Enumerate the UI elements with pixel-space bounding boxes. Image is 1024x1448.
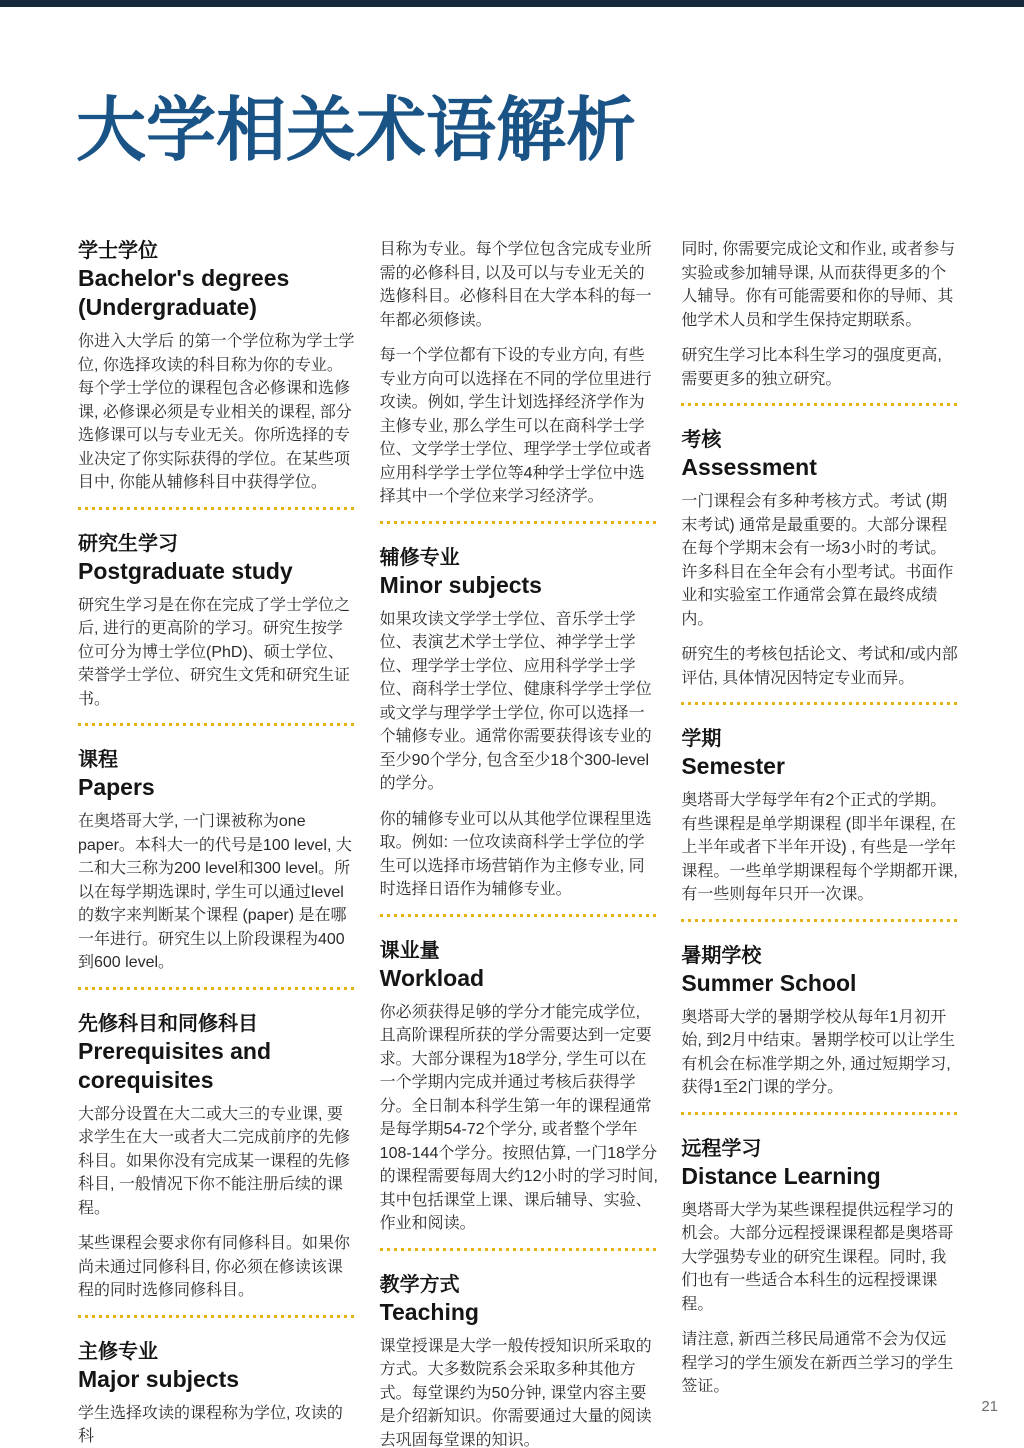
body-paragraph: 学生选择攻读的课程称为学位, 攻读的科 <box>78 1404 343 1445</box>
top-accent-bar <box>0 0 1024 7</box>
body-paragraph: 请注意, 新西兰移民局通常不会为仅远程学习的学生颁发在新西兰学习的学生签证。 <box>681 1331 954 1395</box>
section-heading-en: Bachelor's degrees (Undergraduate) <box>78 265 290 320</box>
dotted-separator <box>78 1315 357 1318</box>
section-heading <box>78 1339 357 1394</box>
body-paragraph: 你进入大学后 的第一个学位称为学士学位, 你选择攻读的科目称为你的专业。每个学士学位的课程包含必修课和选修课, 必修课必须是专业相关的课程, 部分选修课可以与专业无关。你所选择的专业决定了你实际获得的学位。在某些项目中, 你能从辅修科目中获得学位。 <box>78 333 355 491</box>
body-paragraph: 某些课程会要求你有同修科目。如果你尚未通过同修科目, 你必须在修读该课程的同时选修同修科目。 <box>78 1235 351 1299</box>
dotted-separator <box>681 403 960 406</box>
section-heading-en: Major subjects <box>78 1365 240 1392</box>
dotted-separator <box>380 1248 659 1251</box>
dotted-separator <box>380 914 659 917</box>
section-heading-cn: 学士学位 <box>78 240 158 262</box>
section-heading-cn: 研究生学习 <box>78 532 178 555</box>
page-title: 大学相关术语解析 <box>76 91 636 169</box>
dotted-separator <box>380 521 659 524</box>
section-heading-en: Summer School <box>681 969 857 996</box>
section-heading <box>78 1011 357 1095</box>
section-heading-en: Papers <box>78 774 155 800</box>
section-heading-en: Minor subjects <box>379 571 542 598</box>
section-heading-cn: 辅修专业 <box>379 546 460 569</box>
section-heading <box>380 545 659 600</box>
section-heading <box>681 726 960 781</box>
dotted-separator <box>78 987 357 990</box>
section-heading <box>681 943 960 998</box>
section-heading-cn: 课程 <box>78 749 118 771</box>
body-paragraph: 研究生的考核包括论文、考试和/或内部评估, 具体情况因特定专业而异。 <box>681 646 958 687</box>
section-heading-en: Distance Learning <box>681 1162 881 1189</box>
body-paragraph: 一门课程会有多种考核方式。考试 (期末考试) 通常是最重要的。大部分课程在每个学期末会有一场3小时的考试。许多科目在全年会有小型考试。书面作业和实验室工作通常会算在最终成绩内。 <box>681 493 954 628</box>
section-heading-cn: 远程学习 <box>681 1137 762 1160</box>
section-heading-cn: 先修科目和同修科目 <box>78 1012 258 1035</box>
section-heading <box>380 938 659 993</box>
section-heading-cn: 主修专业 <box>78 1340 158 1363</box>
section-heading <box>78 747 357 802</box>
column <box>681 238 960 1448</box>
dotted-separator <box>681 1112 960 1115</box>
body-paragraph: 研究生学习是在你在完成了学士学位之后, 进行的更高阶的学习。研究生按学位可分为博士学位(PhD)、硕士学位、荣誉学士学位、研究生文凭和研究生证书。 <box>78 596 351 708</box>
section-heading-cn: 暑期学校 <box>681 944 762 967</box>
section-heading-cn: 教学方式 <box>379 1273 460 1296</box>
section-heading-en: Workload <box>379 964 485 991</box>
section-heading-cn: 考核 <box>681 429 722 451</box>
body-paragraph: 研究生学习比本科生学习的强度更高, 需要更多的独立研究。 <box>681 347 942 388</box>
dotted-separator <box>681 702 960 705</box>
body-paragraph: 每一个学位都有下设的专业方向, 有些专业方向可以选择在不同的学位里进行攻读。例如, 学生计划选择经济学作为主修专业, 那么学生可以在商科学士学位、文学学士学位、理学学士学位或者应用科学学士学位等4种学士学位中选择其中一个学位来学习经济学。 <box>379 347 652 505</box>
section-heading-en: Prerequisites and corequisites <box>78 1037 272 1093</box>
section-heading <box>681 427 960 482</box>
dotted-separator <box>78 507 357 510</box>
body-paragraph: 如果攻读文学学士学位、音乐学士学位、表演艺术学士学位、神学学士学位、理学学士学位、应用科学学士学位、商科学士学位、健康科学学士学位或文学与理学学士学位, 你可以选择一个辅修专业。通常你需要获得该专业的至少90个学分, 包含至少18个300-level的学分。 <box>379 610 652 792</box>
section-heading-en: Semester <box>681 753 785 779</box>
body-paragraph: 大部分设置在大二或大三的专业课, 要求学生在大一或者大二完成前序的先修科目。如果你没有完成某一课程的先修科目, 一般情况下你不能注册后续的课程。 <box>78 1105 351 1217</box>
body-paragraph: 奥塔哥大学每学年有2个正式的学期。有些课程是单学期课程 (即半年课程, 在上半年或者下半年开设) , 有些是一学年课程。一些单学期课程每个学期都开课, 有一些则每年只开一次课。 <box>681 792 958 903</box>
body-paragraph: 奥塔哥大学为某些课程提供远程学习的机会。大部分远程授课课程都是奥塔哥大学强势专业的研究生课程。同时, 我们也有一些适合本科生的远程授课课程。 <box>681 1201 954 1313</box>
body-paragraph: 同时, 你需要完成论文和作业, 或者参与实验或参加辅导课, 从而获得更多的个人辅导。你有可能需要和你的导师、其他学术人员和学生保持定期联系。 <box>681 241 956 329</box>
section-heading <box>78 238 357 322</box>
section-heading <box>78 531 357 586</box>
body-paragraph: 课堂授课是大学一般传授知识所采取的方式。大多数院系会采取多种其他方式。每堂课约为50分钟, 课堂内容主要是介绍新知识。你需要通过大量的阅读去巩固每堂课的知识。 <box>379 1337 652 1448</box>
column <box>380 238 659 1448</box>
section-heading <box>681 1136 960 1191</box>
section-heading-cn: 课业量 <box>379 939 440 962</box>
section-heading-en: Postgraduate study <box>78 557 293 584</box>
body-paragraph: 奥塔哥大学的暑期学校从每年1月初开始, 到2月中结束。暑期学校可以让学生有机会在标准学期之外, 通过短期学习, 获得1至2门课的学分。 <box>681 1008 956 1096</box>
page-number: 21 <box>981 1398 998 1415</box>
content-columns <box>78 238 960 1448</box>
dotted-separator <box>681 919 960 922</box>
dotted-separator <box>78 723 357 726</box>
body-paragraph: 在奥塔哥大学, 一门课被称为one paper。本科大一的代号是100 level, 大二和大三称为200 level和300 level。所以在每学期选课时, 学生可以通过level的数字来判断某个课程 (paper) 是在哪一年进行。研究生以上阶段课程为400到600 level。 <box>78 813 352 971</box>
body-paragraph: 你的辅修专业可以从其他学位课程里选取。例如: 一位攻读商科学士学位的学生可以选择市场营销作为主修专业, 同时选择日语作为辅修专业。 <box>379 810 652 898</box>
section-heading-en: Teaching <box>379 1298 479 1325</box>
section-heading-en: Assessment <box>681 454 817 480</box>
body-paragraph: 你必须获得足够的学分才能完成学位, 且高阶课程所获的学分需要达到一定要求。大部分课程为18学分, 学生可以在一个学期内完成并通过考核后获得学分。全日制本科学生第一年的课程通常是每学期54-72个学分, 或者整个学年108-144个学分。按照估算, 一门18学分的课程需要每周大约12小时的学习时间, 其中包括课堂上课、课后辅导、实验、作业和阅读。 <box>379 1003 658 1232</box>
column <box>78 238 357 1448</box>
body-paragraph: 目称为专业。每个学位包含完成专业所需的必修科目, 以及可以与专业无关的选修科目。必修科目在大学本科的每一年都必须修读。 <box>379 241 652 329</box>
section-heading <box>380 1272 659 1327</box>
section-heading-cn: 学期 <box>681 728 722 750</box>
